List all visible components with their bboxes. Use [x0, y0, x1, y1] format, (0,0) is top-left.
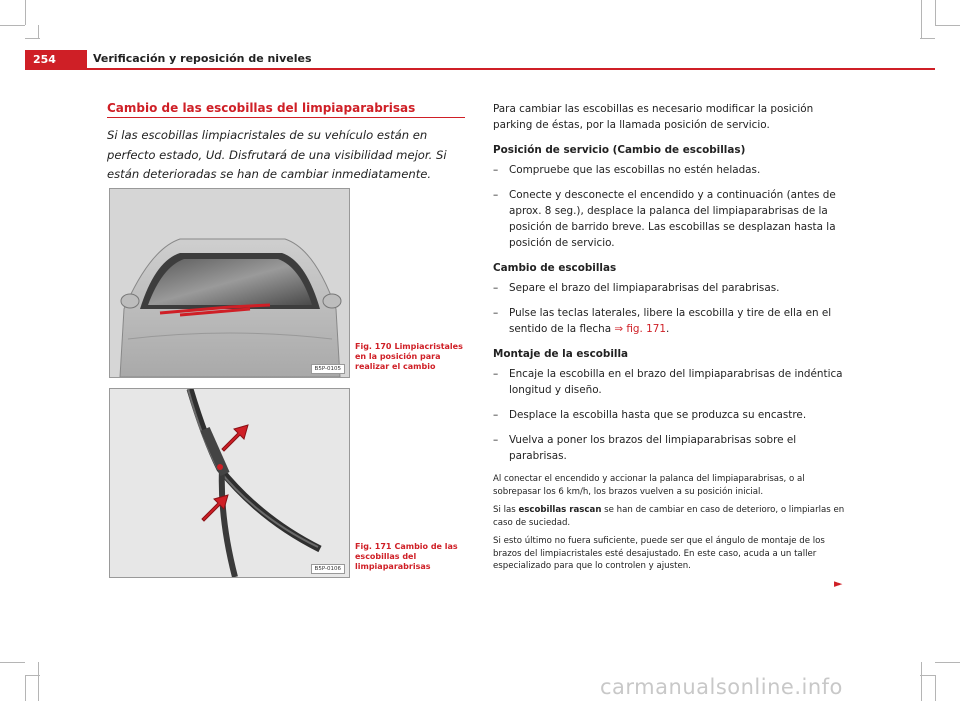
step-item	[493, 432, 845, 464]
continue-arrow-icon: ►	[834, 577, 843, 590]
header-rule	[87, 68, 935, 70]
step-text: Compruebe que las escobillas no estén heladas.	[509, 164, 761, 176]
figure-170-image	[109, 188, 350, 378]
figure-171-image	[109, 388, 350, 578]
page-number: 254	[25, 50, 87, 70]
heading-blade-mounting: Montaje de la escobilla	[493, 348, 629, 360]
step-item	[493, 305, 845, 337]
step-text: Vuelva a poner los brazos del limpiaparabrisas sobre el parabrisas.	[509, 434, 797, 462]
figure-reference-link[interactable]: ⇒ fig. 171	[614, 323, 666, 335]
step-dash: –	[493, 189, 499, 201]
step-dash: –	[493, 434, 499, 446]
step-text-end: .	[665, 323, 670, 335]
crop-mark	[935, 662, 960, 663]
step-text: Conecte y desconecte el encendido y a continuación (antes de aprox. 8 seg.), desplace la palanca del limpiaparabrisas de la posición de barrido breve. Las escobillas se desplazan hasta la posición de servicio.	[509, 189, 836, 249]
figure-code: B5P-0106	[311, 564, 345, 574]
step-dash: –	[493, 409, 499, 421]
section-title-rule	[107, 117, 465, 118]
figure-caption-text: Cambio de las escobillas del limpiaparabrisas	[355, 542, 458, 571]
chapter-title: Verificación y reposición de niveles	[93, 52, 312, 65]
note-text: Si las	[493, 505, 519, 515]
figure-caption-text: Limpiacristales en la posición para realizar el cambio	[355, 342, 463, 371]
heading-change-blades: Cambio de escobillas	[493, 262, 617, 274]
crop-mark	[25, 38, 40, 39]
step-dash: –	[493, 307, 499, 319]
section-title: Cambio de las escobillas del limpiaparabrisas	[107, 101, 416, 115]
crop-mark	[38, 25, 39, 38]
crop-mark	[935, 675, 936, 701]
step-dash: –	[493, 164, 499, 176]
crop-mark	[0, 662, 25, 663]
crop-mark	[38, 662, 39, 701]
step-item	[493, 162, 845, 178]
note-paragraph	[493, 504, 845, 529]
figure-171-caption	[355, 542, 467, 572]
step-item	[493, 366, 845, 398]
right-intro: Para cambiar las escobillas es necesario modificar la posición parking de éstas, por la llamada posición de servicio.	[493, 103, 814, 131]
crop-mark	[921, 0, 922, 38]
step-item	[493, 407, 845, 423]
crop-mark	[920, 38, 935, 39]
crop-mark	[935, 25, 960, 26]
wiper-blade-illustration	[110, 389, 349, 577]
figure-number: Fig. 171	[355, 542, 392, 551]
step-text: Desplace la escobilla hasta que se produzca su encastre.	[509, 409, 807, 421]
step-text: Separe el brazo del limpiaparabrisas del parabrisas.	[509, 282, 780, 294]
step-item	[493, 280, 845, 296]
figure-number: Fig. 170	[355, 342, 392, 351]
step-text: Encaje la escobilla en el brazo del limpiaparabrisas de indéntica longitud y diseño.	[509, 368, 843, 396]
watermark: carmanualsonline.info	[600, 675, 843, 699]
heading-service-position: Posición de servicio (Cambio de escobillas)	[493, 144, 746, 156]
section-intro: Si las escobillas limpiacristales de su vehículo están en perfecto estado, Ud. Disfrutará de una visibilidad mejor. Si están deterioradas se han de cambiar inmediatamente.	[107, 128, 447, 181]
windshield-illustration	[110, 189, 349, 377]
crop-mark	[935, 0, 936, 25]
crop-mark	[0, 25, 25, 26]
crop-mark	[25, 0, 26, 25]
step-dash: –	[493, 368, 499, 380]
note-text: se han de cambiar en caso de deterioro, o limpiarlas en caso de suciedad.	[493, 505, 845, 528]
step-item	[493, 187, 845, 251]
note-paragraph: Al conectar el encendido y accionar la palanca del limpiaparabrisas, o al sobrepasar los 6 km/h, los brazos vuelven a su posición inicial.	[493, 474, 805, 497]
step-dash: –	[493, 282, 499, 294]
crop-mark	[25, 675, 26, 701]
note-paragraph: Si esto último no fuera suficiente, puede ser que el ángulo de montaje de los brazos del limpiacristales esté desajustado. En este caso, acuda a un taller especializado para que lo controlen y ajusten.	[493, 536, 825, 571]
right-column	[493, 101, 845, 573]
crop-mark	[921, 662, 922, 701]
step-text: Pulse las teclas laterales, libere la escobilla y tire de ella en el sentido de la flecha	[509, 307, 832, 335]
figure-170-caption	[355, 342, 467, 372]
note-bold-text: escobillas rascan	[518, 505, 602, 515]
figure-code: B5P-0105	[311, 364, 345, 374]
crop-mark	[920, 675, 935, 676]
